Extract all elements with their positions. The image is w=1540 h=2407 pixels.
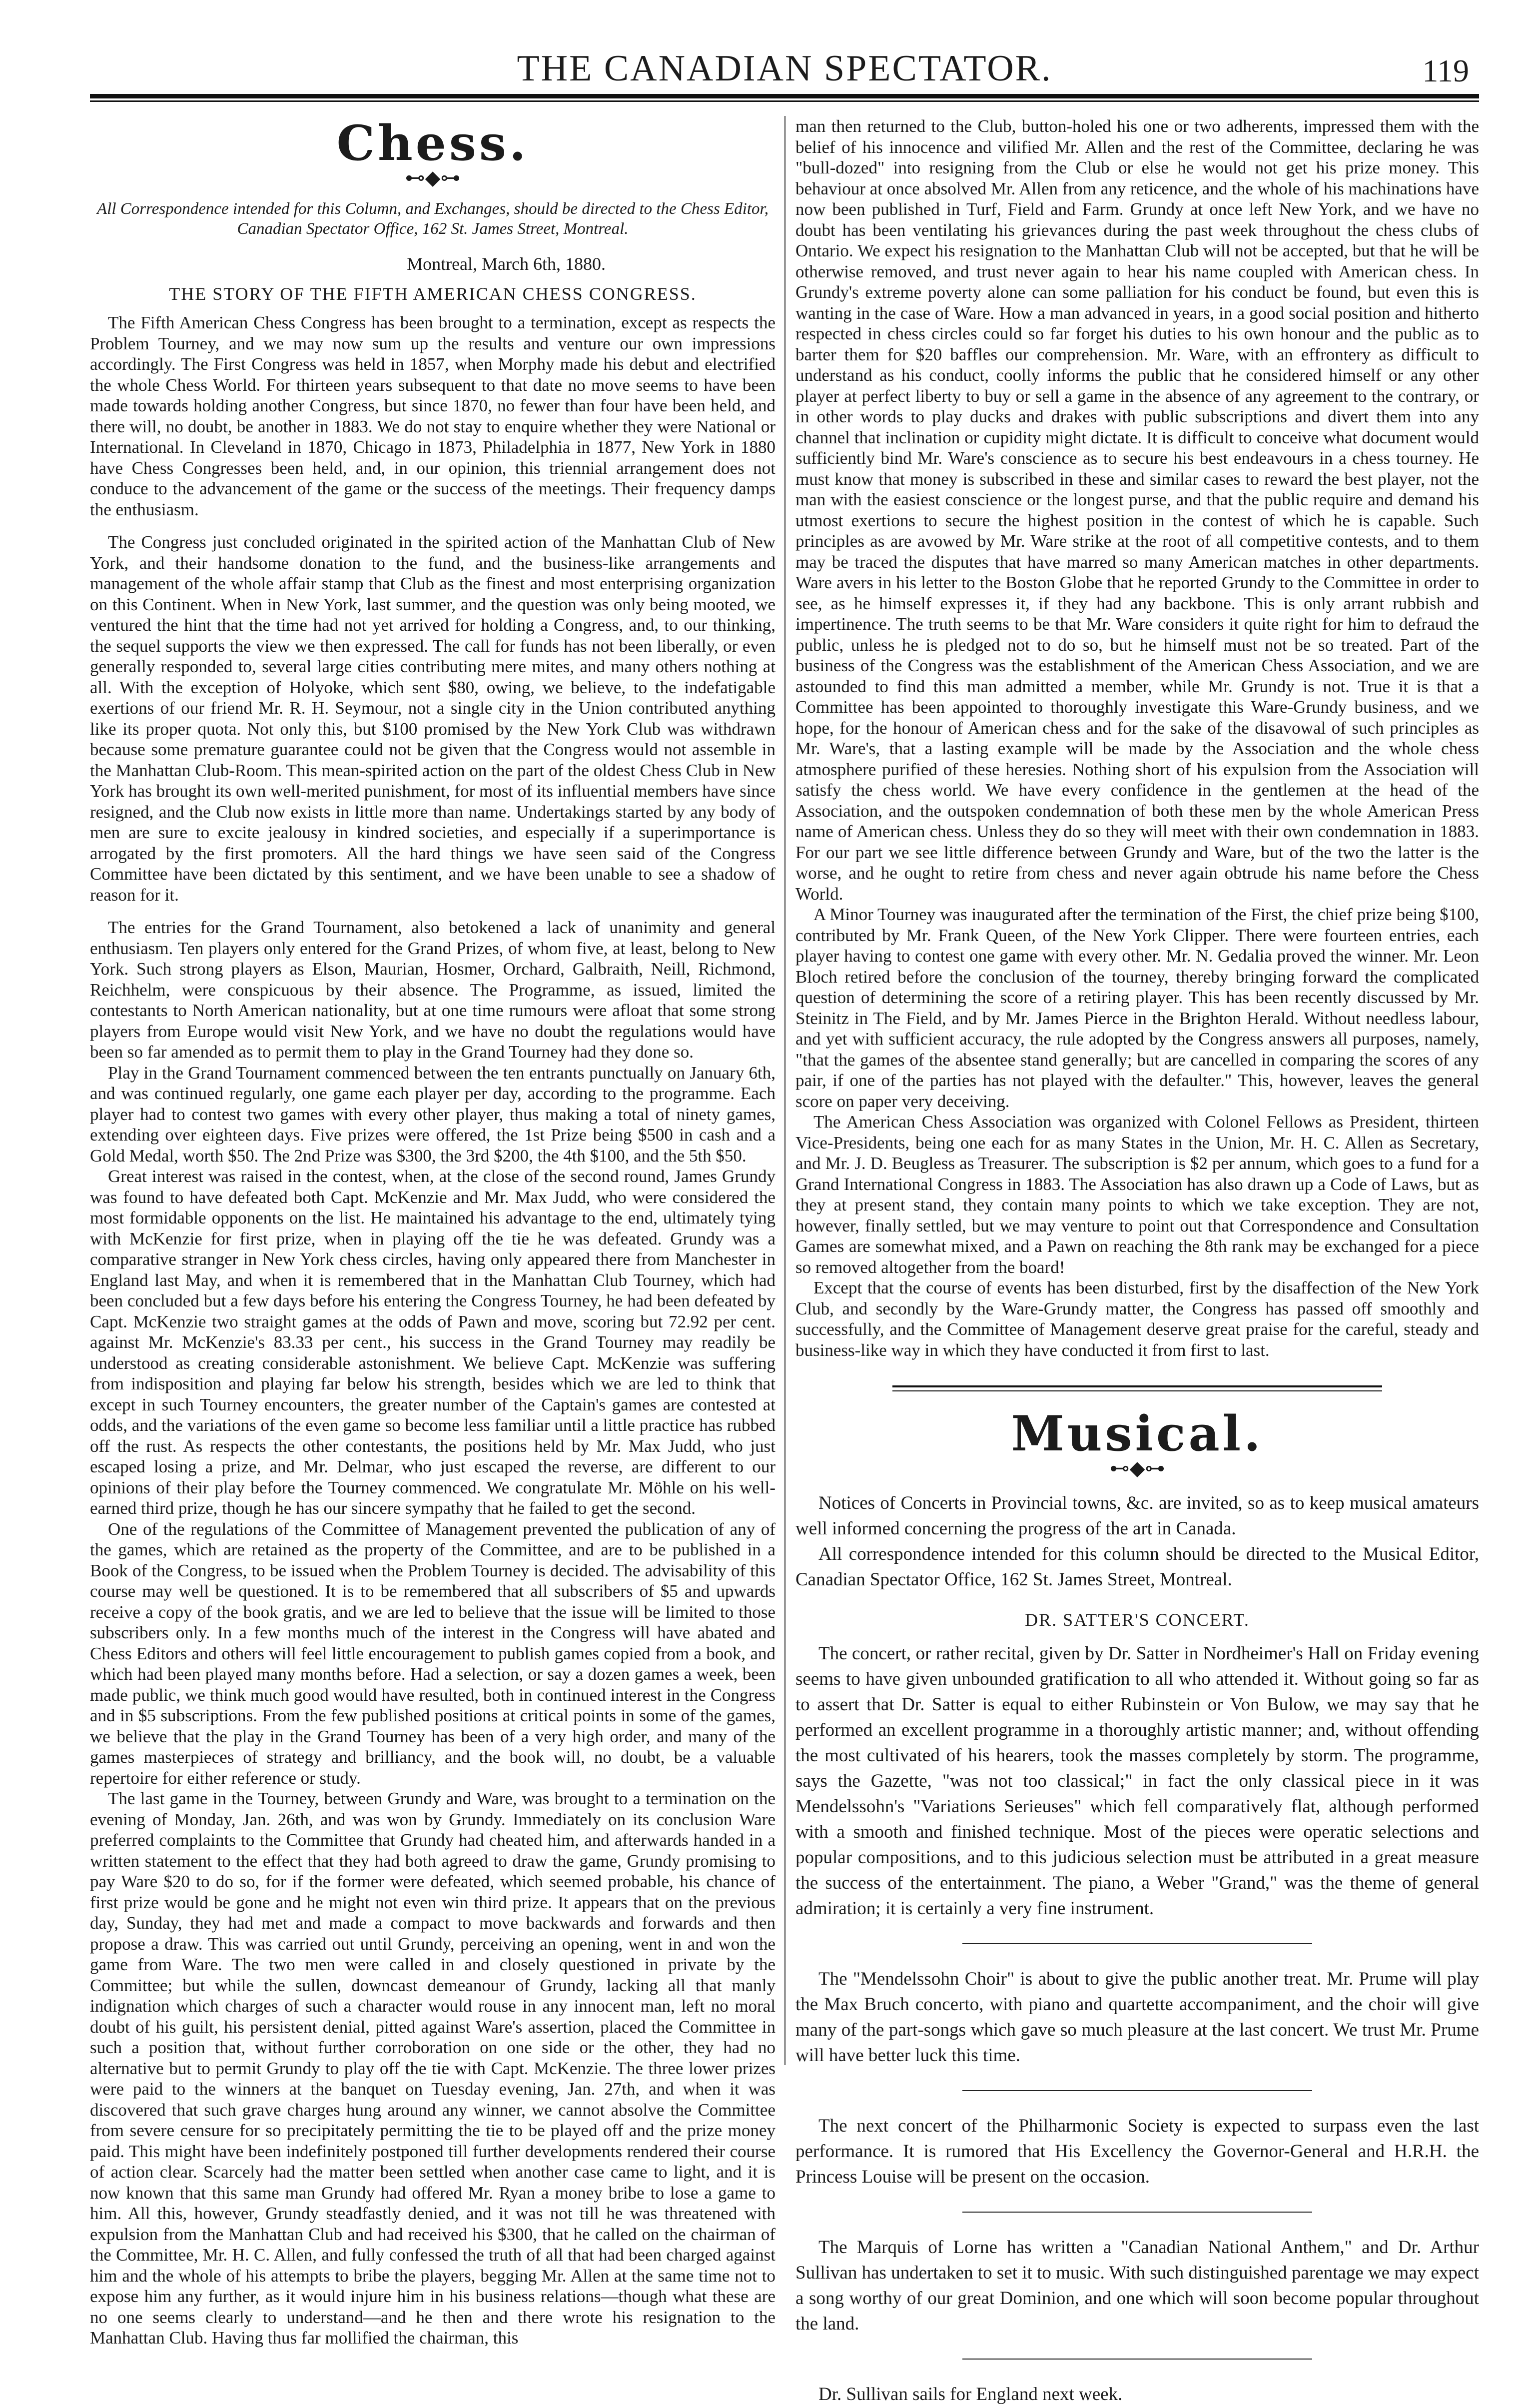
column-divider — [784, 116, 785, 2065]
section-separator-thin — [892, 1390, 1382, 1391]
musical-ornament-icon: ⊷◆⊶ — [1109, 1457, 1165, 1479]
chess-ornament-icon: ⊷◆⊶ — [405, 166, 461, 189]
chess-paragraph: man then returned to the Club, button-holed his one or two adherents, impressed them with the belief of his innocence and vilified Mr. Allen and the rest of the Committee, declaring he was "bull-dozed" into resigning from the Club or else he would not get his prize money. This behaviour at once absolved Mr. Allen from any reticence, and the whole of his machinations have now been published in Turf, Field and Farm. Grundy at once left New York, and we have no doubt has been ventilating his grievances during the past week throughout the chess clubs of Ontario. We expect his resignation to the Manhattan Club will not be accepted, but that he will be otherwise removed, and trust never again to hear his name coupled with American chess. In Grundy's extreme poverty alone can some palliation for his conduct be found, but even this is wanting in the case of Ware. How a man advanced in years, in a good social position and hitherto respected in chess circles could so far forget his duties to his own honour and the public as to barter them for $20 baffles our comprehension. Mr. Ware, with an effrontery as difficult to understand as his conduct, coolly informs the public that he considered himself or any other player at perfect liberty to buy or sell a game in the absence of any agreement to the contrary, or in other words to play ducks and drakes with public subscriptions and divert them into any channel that inclination or cupidity might dictate. It is difficult to conceive what document would sufficiently bind Mr. Ware's conscience as to secure his best endeavours in a chess tourney. He must know that money is subscribed in these and similar cases to reward the best player, not the man with the easiest conscience or the longest purse, and that the public require and demand his utmost exertions to secure the highest position in the contest of which he is capable. Such principles as are avowed by Mr. Ware strike at the root of all competitive contests, and to them may be traced the disputes that have marred so many American matches in other departments. Ware avers in his letter to the Boston Globe that he reported Grundy to the Committee in order to see, as he himself expresses it, if they had any backbone. This is only arrant rubbish and impertinence. The truth seems to be that Mr. Ware considers it quite right for him to defraud the public, unless he is pledged not to do so, but he himself must not be so treated. Part of the business of the Congress was the establishment of the American Chess Association, and we are astounded to find this man admitted a member, while Mr. Grundy is not. True it is that a Committee has been appointed to thoroughly investigate this Ware-Grundy business, and we hope, for the honour of American chess and for the sake of the disavowal of such principles as Mr. Ware's, that a lasting example will be made by the Association and the whole chess atmosphere purified of these heresies. Nothing short of his expulsion from the Association will satisfy the chess world. We have every confidence in the gentlemen at the head of the Association, and the outspoken condemnation of both these men by the whole American Press name of American chess. Unless they do so they will meet with their own condemnation in 1883. For our part we see little difference between Grundy and Ware, but of the two the latter is the worse, and he ought to retire from chess and never again obtrude his name before the Chess World. — [795, 116, 1479, 904]
item-separator — [962, 2090, 1312, 2091]
chess-paragraph: The Fifth American Chess Congress has been brought to a termination, except as respects the Problem Tourney, and we may now sum up the results and venture our own impressions accordingly. The First Congress was held in 1857, when Morphy made his debut and electrified the whole Chess World. For thirteen years subsequent to that date no move seems to have been made towards holding another Congress, but since 1870, no fewer than four have been held, and there will, no doubt, be another in 1883. We do not stay to enquire whether they were National or International. In Cleveland in 1870, Chicago in 1873, Philadelphia in 1877, New York in 1880 have Chess Congresses been held, and, in our opinion, this triennial arrangement does not conduce to the advancement of the game or the success of the meetings. Their frequency damps the enthusiasm. — [90, 313, 775, 519]
concert-review: The concert, or rather recital, given by Dr. Satter in Nordheimer's Hall on Friday evening seems to have given unbounded gratification to all who attended it. Without going so far as to assert that Dr. Satter is equal to either Rubinstein or Von Bulow, we may say that he performed an excellent programme in a thoroughly artistic manner; and, without offending the most cultivated of his hearers, took the masses completely by storm. The programme, says the Gazette, "was not too classical;" in fact the only classical piece in it was Mendelssohn's "Variations Serieuses" which fell comparatively flat, although performed with a smooth and finished technique. Most of the pieces were operatic selections and popular compositions, and to this judicious selection must be attributed in a great measure the success of the entertainment. The piano, a Weber "Grand," was the theme of general admiration; it is certainly a very fine instrument. — [795, 1643, 1479, 1919]
left-column — [90, 116, 775, 2349]
musical-note: The "Mendelssohn Choir" is about to give the public another treat. Mr. Prume will play the Max Bruch concerto, with piano and quartette accompaniment, and the choir will give many of the part-songs which gave so much pleasure at the last concert. We trust Mr. Prume will have better luck this time. — [795, 1969, 1479, 2066]
musical-correspondence: All correspondence intended for this column should be directed to the Musical Editor, Canadian Spectator Office, 162 St. James Street, Montreal. — [795, 1544, 1479, 1590]
musical-note: The Marquis of Lorne has written a "Canadian National Anthem," and Dr. Arthur Sullivan has undertaken to set it to music. With such distinguished parentage we may expect a song worthy of our great Dominion, and one which will soon become popular throughout the land. — [795, 2237, 1479, 2334]
right-column — [795, 116, 1479, 2407]
chess-paragraph: The last game in the Tourney, between Grundy and Ware, was brought to a termination on the evening of Monday, Jan. 26th, and was won by Grundy. Immediately on its conclusion Ware preferred complaints to the Committee that Grundy had cheated him, and afterwards handed in a written statement to the effect that they had both agreed to draw the game, Grundy promising to pay Ware $20 to do so, for if the former were defeated, which seemed probable, his chance of first prize would be gone and he might not even win third prize. It appears that on the previous day, Sunday, they had met and made a compact to move backwards and forwards and then propose a draw. This was carried out until Grundy, perceiving an opening, went in and won the game from Ware. The two men were called in and closely questioned in private by the Committee; but while the sullen, downcast demeanour of Grundy, lacking all that manly indignation which charges of such a character would rouse in any innocent man, left no moral doubt of his guilt, his persistent denial, pitted against Ware's assertion, placed the Committee in such a position that, without further corroboration on one side or the other, they had no alternative but to permit Grundy to play off the tie with Capt. McKenzie. The three lower prizes were paid to the winners at the banquet on Tuesday evening, Jan. 27th, and when it was discovered that such grave charges hung around any winner, we cannot absolve the Committee from severe censure for so precipitately permitting the tie to be played off and the prize money paid. This might have been indefinitely postponed till further developments rendered their course of action clear. Scarcely had the matter been settled when another case came to light, and it is now known that this same man Grundy had offered Mr. Ryan a money bribe to lose a game to him. All this, however, Grundy steadfastly denied, and it was not till he was threatened with expulsion from the Manhattan Club and had received his $300, that he called on the chairman of the Committee, Mr. H. C. Allen, and fully confessed the truth of all that had been charged against him and the whole of his attempts to bribe the players, begging Mr. Allen at the same time not to expose him any further, as it would injure him in his business relations—though what these are no one seems clearly to understand—and he then and there wrote his resignation to the Manhattan Club. Having thus far mollified the chairman, this — [90, 1789, 775, 2348]
masthead-rule-thin — [90, 100, 1479, 102]
musical-section — [795, 1490, 1479, 2407]
item-separator — [962, 2359, 1312, 2360]
musical-note: The next concert of the Philharmonic Society is expected to surpass even the last performance. It is rumored that His Excellency the Governor-General and H.R.H. the Princess Louise will be present on the occasion. — [795, 2116, 1479, 2187]
musical-heading: Musical. — [1011, 1405, 1264, 1462]
item-separator — [962, 2212, 1312, 2213]
chess-article-title: THE STORY OF THE FIFTH AMERICAN CHESS CONGRESS. — [169, 283, 697, 304]
chess-paragraph: The entries for the Grand Tournament, also betokened a lack of unanimity and general enthusiasm. Ten players only entered for the Grand Prizes, of whom five, at least, belong to New York. Such strong players as Elson, Maurian, Hosmer, Orchard, Galbraith, Neill, Richmond, Reichhelm, were conspicuous by their absence. The Programme, as issued, limited the contestants to North American nationality, but at one time rumours were afloat that some strong players from Europe would visit New York, and we have no doubt the regulations would have been so far amended as to permit them to play in the Grand Tourney had they done so. — [90, 918, 775, 1062]
chess-paragraph: Great interest was raised in the contest, when, at the close of the second round, James Grundy was found to have defeated both Capt. McKenzie and Mr. Max Judd, who were considered the most formidable opponents on the list. He maintained his advantage to the end, ultimately tying with McKenzie for first prize, when in playing off the tie he was defeated. Grundy was a comparative stranger in New York chess circles, having only appeared there from Manchester in England last May, and when it is remembered that in the Manhattan Club Tourney, which had been concluded but a few days before his entering the Congress Tourney, he had been defeated by Capt. McKenzie two straight games at the odds of Pawn and move, scoring but 72.92 per cent. against Mr. McKenzie's 83.33 per cent., his success in the Grand Tourney may readily be understood as creating considerable astonishment. We believe Capt. McKenzie was suffering from indisposition and playing far below his strength, besides which we are led to think that except in such Tourney encounters, the greater number of the Captain's games are contested at odds, and the variations of the even game so become less familiar until a little practice has rubbed off the rust. As respects the other contestants, the positions held by Mr. Max Judd, who just escaped losing a prize, and Mr. Delmar, who just escaped the reverse, are different to our opinions of their play before the Tourney commenced. We congratulate Mr. Möhle on his well-earned third prize, though he has our sincere sympathy that he failed to get the second. — [90, 1167, 775, 1518]
item-separator — [962, 1943, 1312, 1944]
masthead — [90, 47, 1479, 92]
masthead-rule — [90, 94, 1479, 98]
chess-dateline: Montreal, March 6th, 1880. — [407, 254, 606, 274]
concert-title: DR. SATTER'S CONCERT. — [1025, 1610, 1250, 1630]
chess-paragraph: The Congress just concluded originated in the spirited action of the Manhattan Club of New York, and their handsome donation to the fund, and the business-like arrangements and management of the whole affair stamp that Club as the finest and most enterprising organization on this Continent. When in New York, last summer, and the question was only being mooted, we ventured the hint that the time had not yet arrived for holding a Congress, and, to our thinking, the sequel supports the view we then expressed. The call for funds has not been liberally, or even generally responded to, several large cities contributing mere mites, and many others nothing at all. With the exception of Holyoke, which sent $80, owing, we believe, to the indefatigable exertions of our friend Mr. R. H. Seymour, not a single city in the Union contributed anything like its proper quota. Not only this, but $100 promised by the New York Club was withdrawn because some premature guarantee could not be given that the Congress would not assemble in the Manhattan Club-Room. This mean-spirited action on the part of the oldest Chess Club in New York has brought its own well-merited punishment, for most of its influential members have since resigned, and the Club now exists in little more than name. Undertakings started by any body of men are sure to excite jealousy in kindred societies, and especially if a superimportance is arrogated by the first promoters. All the hard things we have seen said of the Congress Committee have been dictated by this sentiment, and we have been unable to see a shadow of reason for it. — [90, 532, 775, 905]
musical-note: Dr. Sullivan sails for England next week. — [818, 2384, 1123, 2405]
section-separator — [892, 1385, 1382, 1387]
chess-heading: Chess. — [336, 115, 529, 171]
newspaper-title: THE CANADIAN SPECTATOR. — [517, 48, 1052, 89]
chess-paragraph: A Minor Tourney was inaugurated after the termination of the First, the chief prize being $100, contributed by Mr. Frank Queen, of the New York Clipper. There were fourteen entries, each player having to contest one game with every other. Mr. N. Gedalia proved the winner. Mr. Leon Bloch retired before the conclusion of the tourney, thereby bringing forward the complicated question of determining the score of a retiring player. This has been recently discussed by Mr. Steinitz in The Field, and by Mr. James Pierce in the Brighton Herald. Without needless labour, and yet with sufficient accuracy, the rule adopted by the Congress answers all purposes, namely, "that the games of the absentee stand generally; but are cancelled in comparing the scores of any pair, if one of the parties has not played with the defaulter." This, however, leaves the general score on paper very deceiving. — [795, 905, 1479, 1111]
chess-paragraph: One of the regulations of the Committee of Management prevented the publication of any of the games, which are retained as the property of the Committee, and are to be published in a Book of the Congress, to be issued when the Problem Tourney is decided. The advisability of this course may well be questioned. It is to be remembered that all subscribers of $5 and upwards receive a copy of the book gratis, and we are led to believe that the issue will be limited to those subscribers only. In a few months much of the interest in the Congress will have abated and Chess Editors and others will feel little encouragement to publish games copied from a book, and which had been played many months before. Had a selection, or say a dozen games a week, been made public, we think much good would have resulted, both in continued interest in the Congress and in $5 subscriptions. From the few published positions at critical points in some of the games, we believe that the play in the Grand Tourney has been of a very high order, and many of the games masterpieces of strategy and brilliancy, and the book will, no doubt, be a valuable repertoire for either reference or study. — [90, 1519, 775, 1788]
chess-paragraph: Except that the course of events has been disturbed, first by the disaffection of the New York Club, and secondly by the Ware-Grundy matter, the Congress has passed off smoothly and successfully, and the Committee of Management deserve great praise for the careful, steady and business-like way in which they have conducted it from first to last. — [795, 1278, 1479, 1360]
musical-notice: Notices of Concerts in Provincial towns, &c. are invited, so as to keep musical amateurs well informed concerning the progress of the art in Canada. — [795, 1493, 1479, 1539]
chess-paragraph: The American Chess Association was organized with Colonel Fellows as President, thirteen Vice-Presidents, being one each for as many States in the Union, Mr. H. C. Allen as Secretary, and Mr. J. D. Beugless as Treasurer. The subscription is $2 per annum, which goes to a fund for a Grand International Congress in 1883. The Association has also drawn up a Code of Laws, but as they at present stand, they contain many points to which we take exception. They are not, however, finally settled, but we may venture to point out that Correspondence and Consultation Games are somewhat mixed, and a Pawn on reaching the 8th rank may be exchanged for a piece so removed altogether from the board! — [795, 1112, 1479, 1277]
chess-paragraph: Play in the Grand Tournament commenced between the ten entrants punctually on January 6th, and was continued regularly, one game each player per day, according to the programme. Each player had to contest two games with every other player, thus making a total of ninety games, extending over eighteen days. Five prizes were offered, the 1st Prize being $500 in cash and a Gold Medal, worth $50. The 2nd Prize was $300, the 3rd $200, the 4th $100, and the 5th $50. — [90, 1063, 775, 1166]
chess-correspondence-note: All Correspondence intended for this Column, and Exchanges, should be directed to the Chess Editor, Canadian Spectator Office, 162 St. James Street, Montreal. — [97, 200, 769, 238]
page-number: 119 — [1422, 53, 1469, 88]
